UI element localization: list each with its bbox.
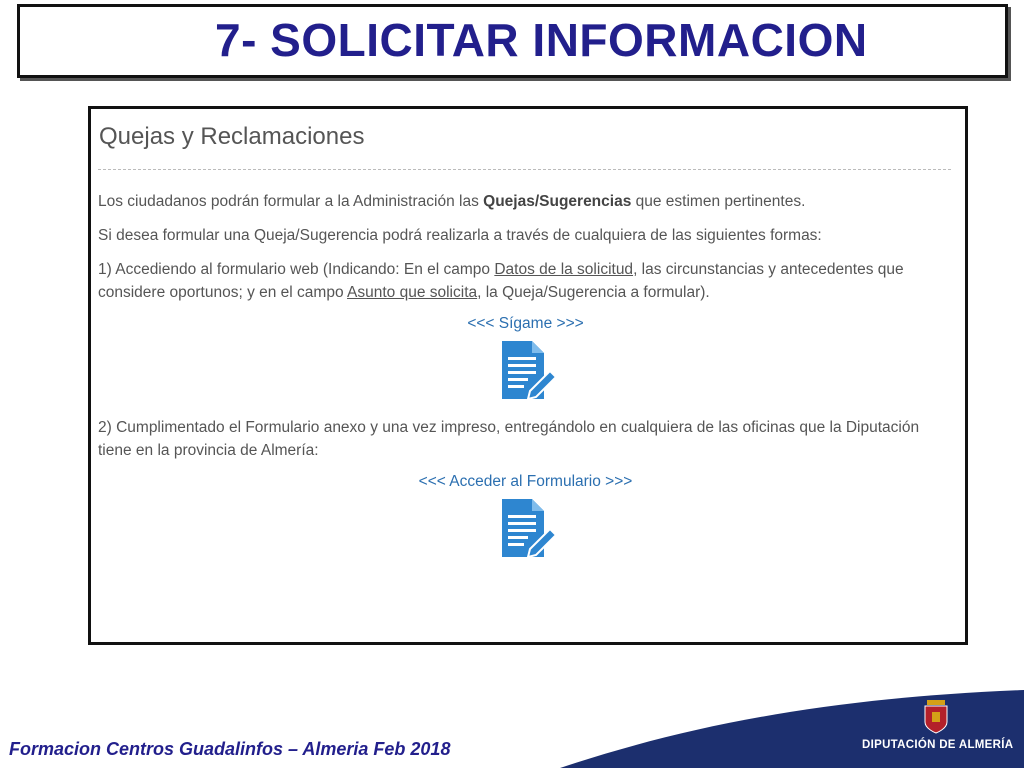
option1-text: 1) Accediendo al formulario web (Indicando: En el campo xyxy=(98,261,495,278)
brand-footer-shape xyxy=(560,688,1024,768)
footer-caption: Formacion Centros Guadalinfos – Almeria Feb 2018 xyxy=(9,739,451,759)
form-document-pencil-icon[interactable] xyxy=(494,495,558,561)
intro-text-end: que estimen pertinentes. xyxy=(631,193,806,210)
option2-paragraph: 2) Cumplimentado el Formulario anexo y una vez impreso, entregándolo en cualquiera de las oficinas que la Diputación tiene en la provincia de Almería: xyxy=(98,419,920,459)
ways-paragraph: Si desea formular una Queja/Sugerencia podrá realizarla a través de cualquiera de las siguientes formas: xyxy=(98,227,822,244)
link1-row xyxy=(98,315,953,333)
screenshot-frame xyxy=(88,106,968,645)
heading-divider xyxy=(98,169,951,170)
icon1-row xyxy=(98,337,953,408)
intro-bold-term: Quejas/Sugerencias xyxy=(483,193,632,210)
brand-name: DIPUTACIÓN DE ALMERÍA xyxy=(862,739,1014,751)
intro-text: Los ciudadanos podrán formular a la Administración las xyxy=(98,193,484,210)
link2-row xyxy=(98,473,953,491)
slide-title-box xyxy=(17,4,1008,78)
acceder-formulario-link[interactable]: <<< Acceder al Formulario >>> xyxy=(418,473,633,490)
slide-title: 7- SOLICITAR INFORMACION xyxy=(215,14,868,66)
form-document-pencil-icon[interactable] xyxy=(494,337,558,403)
option1-text-end: , la Queja/Sugerencia a formular). xyxy=(477,284,710,301)
option1-paragraph xyxy=(98,258,953,304)
intro-paragraph xyxy=(98,190,953,213)
page-heading: Quejas y Reclamaciones xyxy=(99,123,365,150)
icon2-row xyxy=(98,495,953,566)
diputacion-crest-icon xyxy=(923,700,949,734)
sigame-link[interactable]: <<< Sígame >>> xyxy=(467,315,584,332)
option1-field-datos: Datos de la solicitud xyxy=(494,261,634,278)
option1-field-asunto: Asunto que solicita xyxy=(347,284,478,301)
option1-text-mid: , las circunstancias y antecedentes que considere oportunos; y en el campo xyxy=(98,261,904,301)
webpage-content xyxy=(98,115,956,574)
